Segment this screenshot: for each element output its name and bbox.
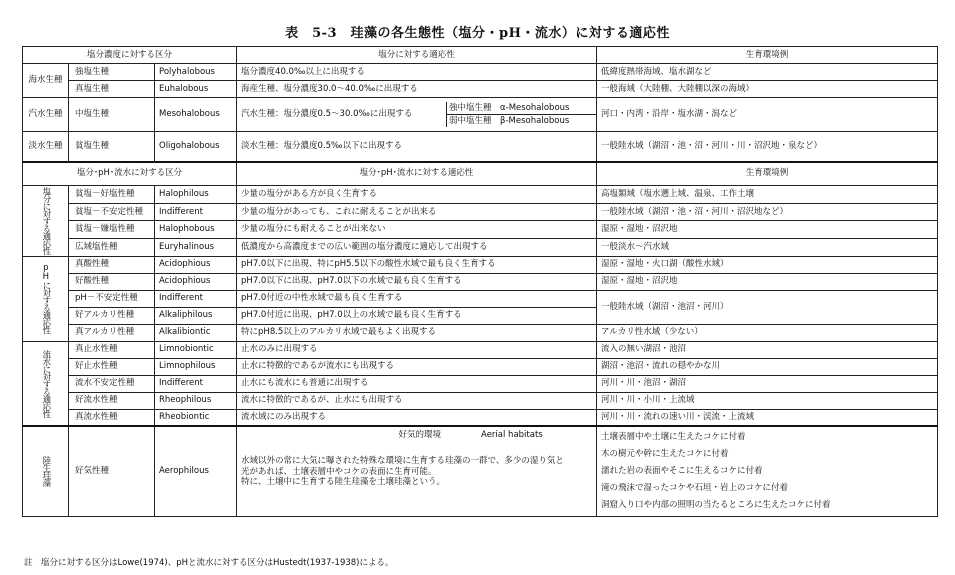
table-row <box>23 273 938 290</box>
table-row-aerial <box>23 426 938 516</box>
adapt-desc: pH7.0以下に出現、特にpH5.5以下の酸性水域で最も良く生育する <box>237 256 597 273</box>
adapt-desc: pH7.0以下に出現、pH7.0以下の水域で最も良く生育する <box>237 273 597 290</box>
env-example: 一般陸水域（湖沼・池沼・河川） <box>597 290 938 324</box>
group-label: 海水生種 <box>23 64 69 98</box>
env-example: 一般陸水域（湖沼・池・沼・河川・沼沢地など） <box>597 203 938 221</box>
table-row <box>23 221 938 239</box>
class-jp: 真塩生種 <box>69 81 155 98</box>
env-example: 滝の飛沫で湿ったコケや石垣・岩上のコケに付着 <box>601 483 789 493</box>
class-en: Alkaliphilous <box>155 307 237 324</box>
class-en: Rheophilous <box>155 392 237 409</box>
class-en: Rheobiontic <box>155 409 237 426</box>
header-salinity-class: 塩分濃度に対する区分 <box>23 47 237 64</box>
table-row <box>23 98 938 132</box>
table-row <box>23 186 938 204</box>
env-example: 一般海域（大陸棚、大陸棚以深の海域） <box>597 81 938 98</box>
class-en: Limnophilous <box>155 358 237 375</box>
aerial-desc-line: 光があれば、土壌表層中やコケの表面に生育可能。 <box>241 466 437 477</box>
env-example: 一般淡水～汽水域 <box>597 238 938 256</box>
adapt-desc: pH7.0付近の中性水域で最も良く生育する <box>237 290 597 307</box>
env-example: 洞窟入り口や内部の照明の当たるところに生えたコケに付着 <box>601 500 831 510</box>
adapt-desc: 少量の塩分がある方が良く生育する <box>237 186 597 204</box>
class-jp: 流水不安定性種 <box>69 375 155 392</box>
env-example: 高塩類域（塩水遡上域、温泉、工作土壌 <box>597 186 938 204</box>
adaptation-table <box>22 46 938 517</box>
env-example: 河川・川・小川・上流域 <box>597 392 938 409</box>
adapt-desc: 流水域にのみ出現する <box>237 409 597 426</box>
header-salinity-env: 生育環境例 <box>597 47 938 64</box>
table-row <box>23 341 938 358</box>
class-jp: 好止水性種 <box>69 358 155 375</box>
table-row <box>23 324 938 341</box>
table-row <box>23 238 938 256</box>
table-row <box>23 290 938 307</box>
footnote: 註 塩分に対する区分はLowe(1974)、pHと流水に対する区分はHustedt(1937-1938)による。 <box>24 558 394 568</box>
adapt-desc: 少量の塩分があっても、これに耐えることが出来る <box>237 203 597 221</box>
table-row <box>23 375 938 392</box>
env-example: 濡れた岩の表面やそこに生えるコケに付着 <box>601 466 763 476</box>
env-example: 河川・川・流れの速い川・渓流・上流域 <box>597 409 938 426</box>
env-example: 湿原・湿地・沼沢地 <box>597 273 938 290</box>
env-example: 土壌表層中や土壌に生えたコケに付着 <box>601 432 746 442</box>
class-en: Oligohalobous <box>155 132 237 162</box>
env-example: 湖沼・池沼・流れの穏やかな川 <box>597 358 938 375</box>
adapt-desc: 塩分濃度40.0‰以上に出現する <box>237 64 597 81</box>
class-jp: 広域塩性種 <box>69 238 155 256</box>
table-row <box>23 409 938 426</box>
class-en: Halophobous <box>155 221 237 239</box>
class-jp: 貧塩生種 <box>69 132 155 162</box>
class-jp: 好気性種 <box>69 426 155 516</box>
table-title: 表 5-3 珪藻の各生態性（塩分・pH・流水）に対する適応性 <box>285 26 670 41</box>
class-jp: 貧塩－嫌塩性種 <box>69 221 155 239</box>
env-example: 一般陸水域（湖沼・池・沼・河川・川・沼沢地・泉など） <box>597 132 938 162</box>
aerial-env <box>597 426 938 516</box>
header-combined-class: 塩分･pH･流水に対する区分 <box>23 162 237 186</box>
env-example: 湿原・湿地・沼沢地 <box>597 221 938 239</box>
adapt-desc: pH7.0付近に出現、pH7.0以上の水域で最も良く生育する <box>237 307 597 324</box>
sub-class-beta: 弱中塩生種 β-Mesohalobous <box>449 116 570 126</box>
class-jp: 好流水性種 <box>69 392 155 409</box>
adapt-desc: 低濃度から高濃度までの広い範囲の塩分濃度に適応して出現する <box>237 238 597 256</box>
env-example: 木の樹元や幹に生えたコケに付着 <box>601 449 729 459</box>
env-example: 湿原・湿地・火口湖（酸性水域） <box>597 256 938 273</box>
table-row <box>23 132 938 162</box>
class-jp: 貧塩－不安定性種 <box>69 203 155 221</box>
table-row <box>23 81 938 98</box>
class-jp: 中塩生種 <box>69 98 155 132</box>
table-row <box>23 256 938 273</box>
group-label-ph: pHに対する適応性 <box>23 256 69 341</box>
adapt-desc: 特にpH8.5以上のアルカリ水域で最もよく出現する <box>237 324 597 341</box>
group-label-salinity: 塩分に対する適応性 <box>23 186 69 257</box>
class-en: Alkalibiontic <box>155 324 237 341</box>
class-jp: 強塩生種 <box>69 64 155 81</box>
header-row-combined <box>23 162 938 186</box>
class-en: Acidophious <box>155 256 237 273</box>
class-jp: 真アルカリ性種 <box>69 324 155 341</box>
class-jp: 好アルカリ性種 <box>69 307 155 324</box>
aerial-head-en: Aerial habitats <box>481 430 543 440</box>
class-en: Halophilous <box>155 186 237 204</box>
class-en: Indifferent <box>155 375 237 392</box>
class-jp: 貧塩－好塩性種 <box>69 186 155 204</box>
table-row <box>23 392 938 409</box>
class-jp: 真流水性種 <box>69 409 155 426</box>
class-en: Aerophilous <box>155 426 237 516</box>
class-jp: 真止水性種 <box>69 341 155 358</box>
aerial-head-jp: 好気的環境 <box>398 430 442 440</box>
group-label: 淡水生種 <box>23 132 69 162</box>
header-salinity-adapt: 塩分に対する適応性 <box>237 47 597 64</box>
env-example: アルカリ性水域（少ない） <box>597 324 938 341</box>
adapt-desc: 淡水生種：塩分濃度0.5‰以下に出現する <box>237 132 597 162</box>
table-row <box>23 203 938 221</box>
aerial-desc-line: 特に、土壌中に生育する陸生珪藻を土壌珪藻という。 <box>241 477 446 488</box>
adapt-desc: 少量の塩分にも耐えることが出来ない <box>237 221 597 239</box>
class-en: Acidophious <box>155 273 237 290</box>
sub-class-alpha: 強中塩生種 α-Mesohalobous <box>447 102 596 115</box>
class-jp: pH－不安定性種 <box>69 290 155 307</box>
adapt-desc: 流水に特徴的であるが、止水にも出現する <box>237 392 597 409</box>
env-example: 河口・内湾・沿岸・塩水湖・潟など <box>597 98 938 132</box>
header-combined-env: 生育環境例 <box>597 162 938 186</box>
env-example: 低緯度熱帯海域、塩水湖など <box>597 64 938 81</box>
class-jp: 真酸性種 <box>69 256 155 273</box>
class-en: Polyhalobous <box>155 64 237 81</box>
class-en: Mesohalobous <box>155 98 237 132</box>
header-combined-adapt: 塩分･pH･流水に対する適応性 <box>237 162 597 186</box>
class-en: Limnobiontic <box>155 341 237 358</box>
group-label: 汽水生種 <box>23 98 69 132</box>
aerial-desc <box>237 426 597 516</box>
adapt-desc-split <box>237 98 597 132</box>
class-en: Indifferent <box>155 203 237 221</box>
header-row-salinity <box>23 47 938 64</box>
env-example: 流入の無い湖沼・池沼 <box>597 341 938 358</box>
table-row <box>23 64 938 81</box>
adapt-desc: 汽水生種：塩分濃度0.5～30.0‰に出現する <box>241 109 413 120</box>
class-en: Indifferent <box>155 290 237 307</box>
class-en: Euryhalinous <box>155 238 237 256</box>
adapt-desc: 海産生種、塩分濃度30.0～40.0‰に出現する <box>237 81 597 98</box>
adapt-desc: 止水にも流水にも普通に出現する <box>237 375 597 392</box>
table-row <box>23 358 938 375</box>
adapt-desc: 止水に特徴的であるが流水にも出現する <box>237 358 597 375</box>
env-example: 河川・川・池沼・湖沼 <box>597 375 938 392</box>
class-en: Euhalobous <box>155 81 237 98</box>
adapt-desc: 止水のみに出現する <box>237 341 597 358</box>
group-label-aerial: 陸生珪藻 <box>23 426 69 516</box>
group-label-flow: 流水に対する適応性 <box>23 341 69 426</box>
class-jp: 好酸性種 <box>69 273 155 290</box>
aerial-desc-line: 水域以外の常に大気に曝された特殊な環境に生育する珪藻の一群で、多少の湿り気と <box>241 456 564 466</box>
